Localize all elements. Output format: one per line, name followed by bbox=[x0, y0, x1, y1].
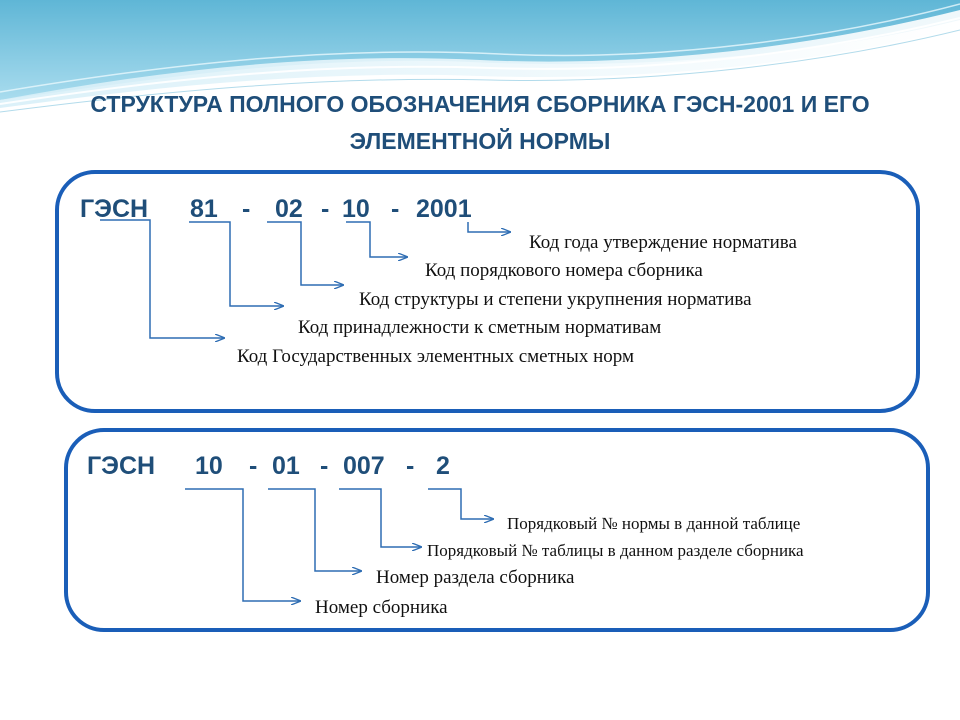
code-2: 2 bbox=[436, 452, 450, 480]
code-02: 02 bbox=[275, 195, 303, 223]
code-dash: - bbox=[406, 452, 415, 480]
code-dash: - bbox=[320, 452, 329, 480]
code-007: 007 bbox=[343, 452, 385, 480]
code-10: 10 bbox=[342, 195, 370, 223]
slide-title-line1: СТРУКТУРА ПОЛНОГО ОБОЗНАЧЕНИЯ СБОРНИКА ГЭСН-2001 И ЕГО bbox=[90, 91, 870, 117]
code-2001: 2001 bbox=[416, 195, 472, 223]
code-10: 10 bbox=[195, 452, 223, 480]
code-gesn-2: ГЭСН bbox=[87, 452, 156, 480]
connector-norm-number bbox=[428, 489, 493, 519]
slide-title-line2: ЭЛЕМЕНТНОЙ НОРМЫ bbox=[349, 128, 611, 154]
code-01: 01 bbox=[272, 452, 300, 480]
code-dash: - bbox=[242, 195, 251, 223]
label-collection-number-code: Код порядкового номера сборника bbox=[425, 260, 703, 281]
label-year-code: Код года утверждение норматива bbox=[529, 232, 797, 253]
code-dash: - bbox=[391, 195, 400, 223]
connector-collection-number-2 bbox=[185, 489, 300, 601]
label-section-number: Номер раздела сборника bbox=[376, 567, 575, 588]
connector-collection-number bbox=[346, 222, 407, 257]
code-dash: - bbox=[249, 452, 258, 480]
connector-gesn-code bbox=[100, 220, 224, 338]
label-collection-number: Номер сборника bbox=[315, 597, 448, 618]
label-norm-number: Порядковый № нормы в данной таблице bbox=[507, 514, 801, 533]
connector-section-number bbox=[268, 489, 361, 571]
code-dash: - bbox=[321, 195, 330, 223]
label-structure-code: Код структуры и степени укрупнения норматива bbox=[359, 289, 752, 310]
label-table-number: Порядковый № таблицы в данном разделе сборника bbox=[427, 541, 804, 560]
code-81: 81 bbox=[190, 195, 218, 223]
label-affiliation-code: Код принадлежности к сметным нормативам bbox=[298, 317, 662, 338]
connector-affiliation-code bbox=[189, 222, 283, 306]
connector-structure-code bbox=[267, 222, 343, 285]
label-gesn-code: Код Государственных элементных сметных норм bbox=[237, 346, 634, 367]
connector-table-number bbox=[339, 489, 421, 547]
connector-year bbox=[468, 222, 510, 232]
code-gesn-1: ГЭСН bbox=[80, 195, 149, 223]
